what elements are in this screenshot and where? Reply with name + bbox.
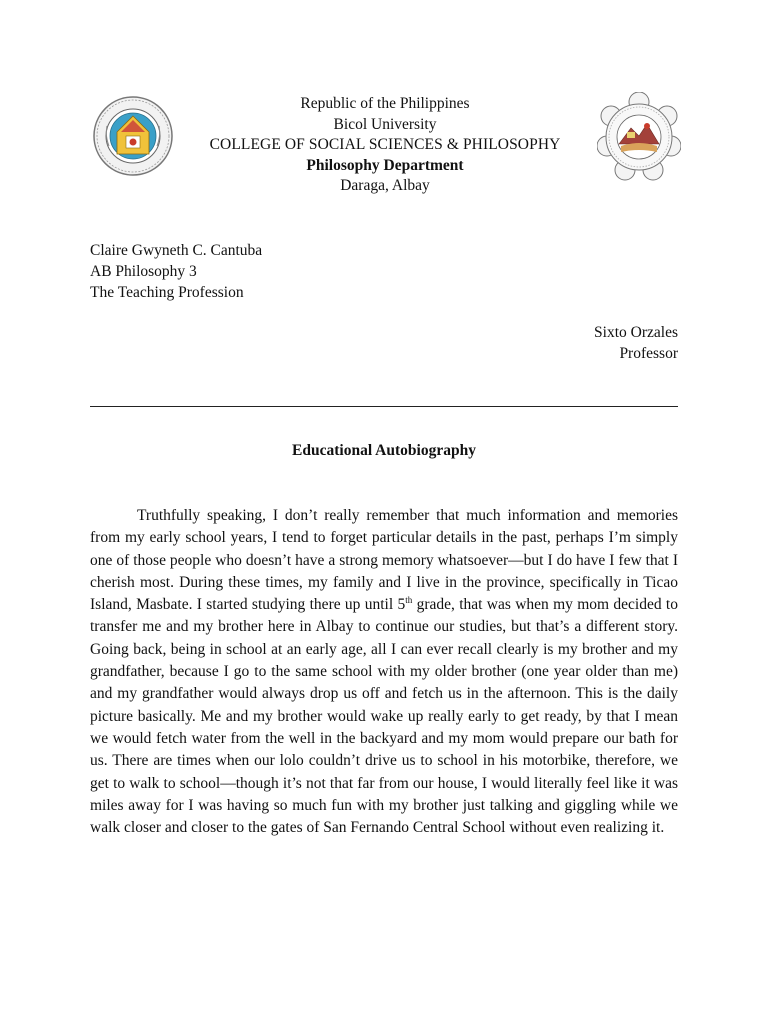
paragraph-text-part-1: Truthfully speaking, I don’t really remember that much information and memories from my early school years, I tend to forget particular details in the past, perhaps I’m simply one of those people who doesn’t have a strong memory whatsoever—but I do have I few that I cherish most. During these times, my family and I live in the province, specifically in Ticao Island, Masbate. I started studying there up until 5: [90, 507, 678, 614]
ordinal-superscript: th: [405, 595, 413, 606]
professor-info: [594, 322, 678, 364]
student-name: Claire Gwyneth C. Cantuba: [90, 242, 263, 259]
professor-title: Professor: [619, 345, 678, 362]
college-seal-icon: [597, 92, 681, 182]
professor-name: Sixto Orzales: [594, 324, 678, 341]
subject-name: The Teaching Profession: [90, 284, 244, 301]
location-line: Daraga, Albay: [340, 177, 430, 194]
student-info: [90, 240, 262, 303]
letterhead: [160, 94, 610, 197]
horizontal-divider: [90, 406, 678, 407]
college-name: COLLEGE OF SOCIAL SCIENCES & PHILOSOPHY: [209, 136, 561, 153]
department-name: Philosophy Department: [306, 156, 464, 174]
student-course: AB Philosophy 3: [90, 263, 197, 280]
country-line: Republic of the Philippines: [300, 95, 470, 112]
university-name: Bicol University: [333, 115, 437, 133]
body-paragraph: [90, 505, 678, 839]
document-title: Educational Autobiography: [292, 442, 476, 459]
paragraph-text-part-2: grade, that was when my mom decided to transfer me and my brother here in Albay to continue our studies, but that’s a different story. Going back, being in school at an early age, all I can ever recall clearly is my brother and my grandfather, because I go to the same school with my older brother (one year older than me) and my grandfather would always drop us off and fetch us in the afternoon. This is the daily picture basically. Me and my brother would wake up really early to get ready, by that I mean we would fetch water from the well in the backyard and my mom would prepare our bath for us. There are times when our lolo couldn’t drive us to school in his motorbike, therefore, we get to walk to school—though it’s not that far from our house, I would literally feel like it was miles away for I was having so much fun with my brother just talking and giggling while we walk closer and closer to the gates of San Fernando Central School without even realizing it.: [90, 596, 678, 837]
